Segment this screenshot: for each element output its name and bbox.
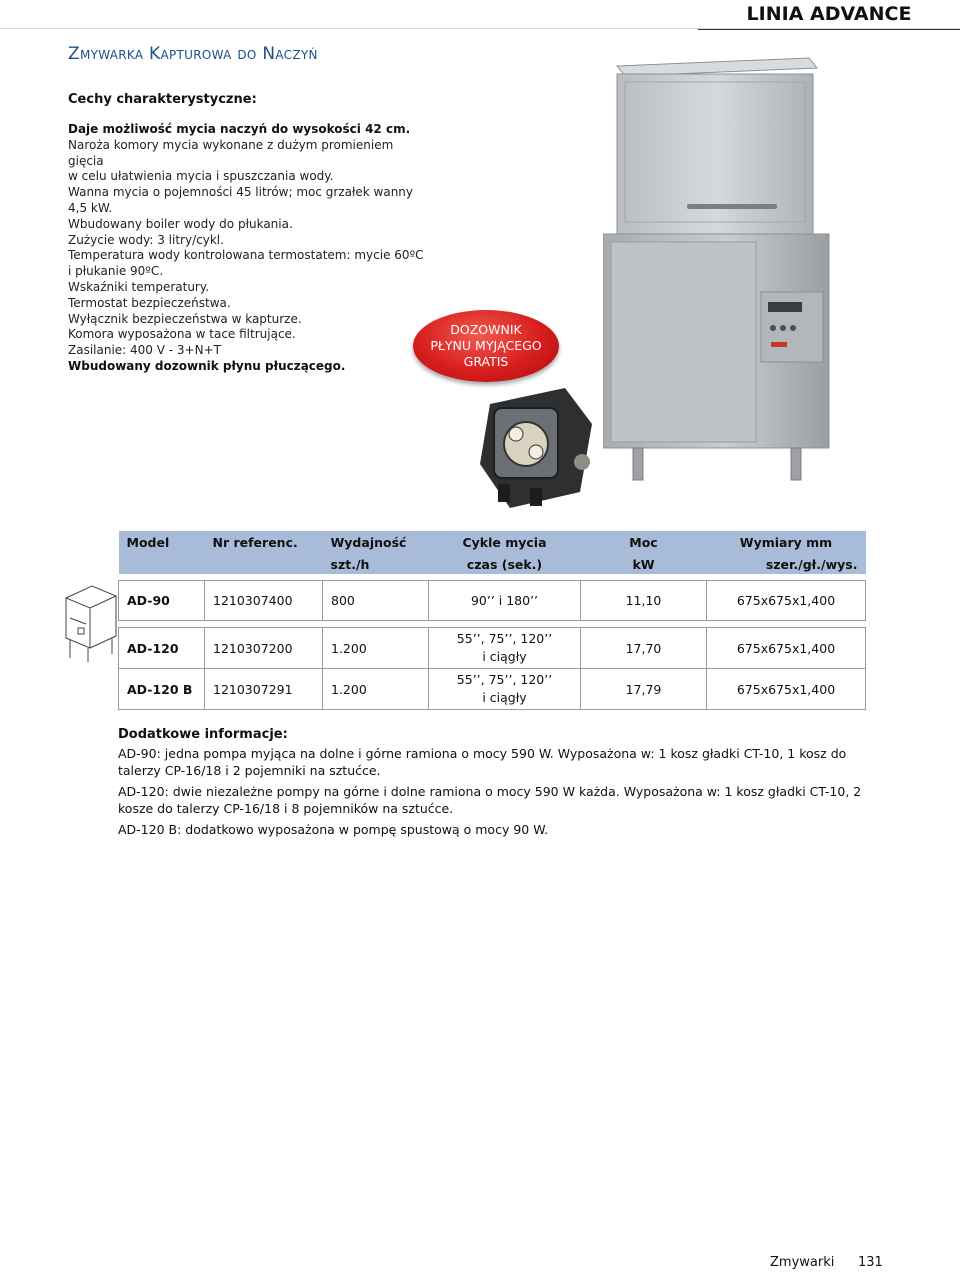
page-title: Zmywarka Kapturowa do Naczyń [68,44,318,64]
column-header: Moc [581,531,707,554]
cell-capacity: 1.200 [323,669,429,710]
header-divider [0,28,960,29]
cell-ref: 1210307291 [205,669,323,710]
unit-header: kW [581,554,707,574]
cycle-line: 90’’ i 180’’ [470,592,539,608]
cell-power: 11,10 [581,581,707,621]
column-header: Nr referenc. [205,531,323,554]
page-number: 131 [858,1255,883,1270]
features-heading: Cechy charakterystyczne: [68,92,257,107]
footer-section-name: Zmywarki [770,1255,835,1270]
cycle-line: 55’’, 75’’, 120’’ [456,631,553,646]
column-header: Cykle mycia [429,531,581,554]
dishwasher-outline-icon [62,582,118,664]
feature-item: Komora wyposażona w tace filtrujące. [68,327,296,342]
info-paragraph: AD-90: jedna pompa myjąca na dolne i górne ramiona o mocy 590 W. Wyposażona w: 1 kosz gładki CT-10, 1 kosz do talerzy CP-16/18 i 2 pojemniki na sztućce. [118,746,847,778]
cell-model: AD-120 B [119,669,205,710]
feature-item: Zużycie wody: 3 litry/cykl. [68,232,224,247]
feature-item: Termostat bezpieczeństwa. [68,295,231,310]
promo-badge [413,310,559,382]
feature-item: Zasilanie: 400 V - 3+N+T [68,343,221,358]
cell-cycle [429,581,581,621]
feature-item: Wanna mycia o pojemności 45 litrów; moc grzałek wanny 4,5 kW. [68,185,414,215]
unit-header: czas (sek.) [429,554,581,574]
dosing-pump-image [470,384,600,514]
cell-ref: 1210307400 [205,581,323,621]
table-units-row [119,554,866,574]
table-row [119,628,866,669]
cycle-line: i ciągły [482,649,527,664]
cell-dims: 675x675x1,400 [707,581,866,621]
column-header: Model [119,531,205,554]
info-heading: Dodatkowe informacje: [118,727,288,742]
table-header-row [119,531,866,554]
feature-item: i płukanie 90ºC. [68,264,164,279]
cell-dims: 675x675x1,400 [707,669,866,710]
cell-power: 17,79 [581,669,707,710]
cell-capacity: 800 [323,581,429,621]
column-header: Wydajność [323,531,429,554]
feature-item: Wbudowany boiler wody do płukania. [68,216,293,231]
cell-capacity: 1.200 [323,628,429,669]
feature-item: w celu ułatwienia mycia i spuszczania wody. [68,169,334,184]
unit-header [205,554,323,574]
cycle-line: 55’’, 75’’, 120’’ [456,672,553,687]
unit-header: szt./h [323,554,429,574]
feature-item: Naroża komory mycia wykonane z dużym promieniem gięcia [68,137,394,168]
dishwasher-image [603,52,835,482]
feature-item: Wskaźniki temperatury. [68,279,210,294]
table-row [119,669,866,710]
feature-list [68,122,428,375]
cell-cycle [429,669,581,710]
specifications-table [118,531,866,710]
cell-power: 17,70 [581,628,707,669]
promo-line: GRATIS [463,354,509,369]
feature-item: Wbudowany dozownik płynu płuczącego. [68,358,346,373]
info-paragraph: AD-120 B: dodatkowo wyposażona w pompę spustową o mocy 90 W. [118,822,549,837]
cell-ref: 1210307200 [205,628,323,669]
table-row [119,581,866,621]
promo-line: PŁYNU MYJĄCEGO [430,338,542,353]
additional-info [118,727,878,842]
unit-header: szer./gł./wys. [707,554,866,574]
cycle-line: i ciągły [482,690,527,705]
cell-model: AD-90 [119,581,205,621]
promo-line: DOZOWNIK [450,322,522,337]
column-header: Wymiary mm [707,531,866,554]
feature-item: Wyłącznik bezpieczeństwa w kapturze. [68,311,302,326]
feature-item: Temperatura wody kontrolowana termostatem: mycie 60ºC [68,248,424,263]
cell-model: AD-120 [119,628,205,669]
cell-cycle [429,628,581,669]
cell-dims: 675x675x1,400 [707,628,866,669]
unit-header [119,554,205,574]
info-paragraph: AD-120: dwie niezależne pompy na górne i dolne ramiona o mocy 590 W każda. Wyposażona w: 1 kosz gładki CT-10, 2 kosze do talerzy CP-16/18 i 8 pojemników na sztućce. [118,784,862,816]
series-label: LINIA ADVANCE [698,0,960,30]
feature-item: Daje możliwość mycia naczyń do wysokości 42 cm. [68,122,411,136]
